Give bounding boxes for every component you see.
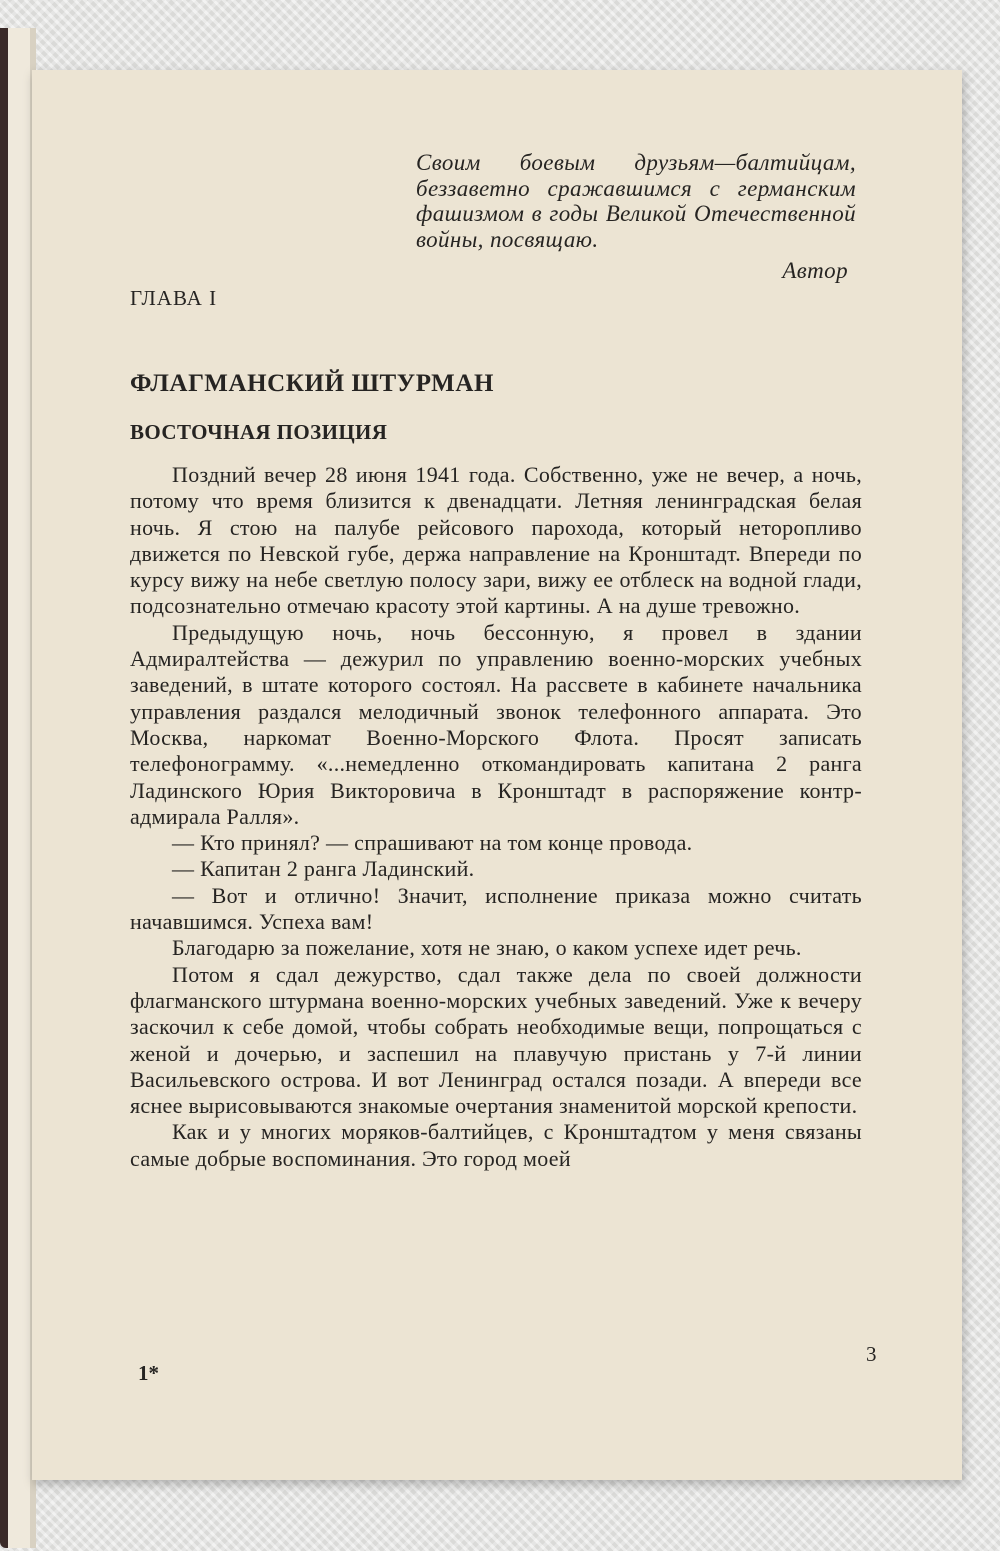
paragraph: Потом я сдал дежурство, сдал также дела по своей должности флагманского штурмана военно-морских учебных заведений. Уже к вечеру заскочил к себе домой, чтобы собрать необходимые вещи, попрощаться с женой и дочерью, и заспешил на плавучую пристань у 7-й линии Васильевского острова. И вот Ленинград остался позади. А впереди все яснее вырисовываются знакомые очертания знаменитой морской крепости. <box>130 961 862 1119</box>
paragraph: Предыдущую ночь, ночь бессонную, я провел в здании Адмиралтейства — дежурил по управлению военно-морских учебных заведений, в штате которого состоял. На рассвете в кабинете начальника управления раздался мелодичный звонок телефонного аппарата. Это Москва, наркомат Военно-Морского Флота. Просят записать телефонограмму. «...немедленно откомандировать капитана 2 ранга Ладинского Юрия Викторовича в Кронштадт в распоряжение контр-адмирала Ралля». <box>130 619 862 829</box>
dialogue-line: — Кто принял? — спрашивают на том конце провода. <box>172 830 693 856</box>
dialogue-line: — Капитан 2 ранга Ладинский. <box>172 856 475 882</box>
paragraph: Благодарю за пожелание, хотя не знаю, о каком успехе идет речь. <box>172 935 802 961</box>
dialogue-line: — Вот и отлично! Значит, исполнение приказа можно считать начавшимся. Успеха вам! <box>130 882 862 935</box>
chapter-title: ФЛАГМАНСКИЙ ШТУРМАН <box>130 370 495 397</box>
epigraph-author: Автор <box>782 258 848 283</box>
section-title: ВОСТОЧНАЯ ПОЗИЦИЯ <box>130 420 388 444</box>
book-page <box>32 70 962 1480</box>
signature-mark: 1* <box>138 1361 159 1385</box>
epigraph-text: Своим боевым друзьям—балтийцам, беззаветно сражавшимся с германским фашизмом в годы Великой Отечественной войны, посвящаю. <box>416 150 856 252</box>
epigraph <box>416 150 856 284</box>
body-text <box>130 462 862 1172</box>
page-number: 3 <box>866 1342 877 1366</box>
book-binding <box>0 28 36 1548</box>
chapter-label: ГЛАВА I <box>130 286 218 310</box>
paragraph: Поздний вечер 28 июня 1941 года. Собственно, уже не вечер, а ночь, потому что время близится к двенадцати. Летняя ленинградская белая ночь. Я стою на палубе рейсового парохода, который неторопливо движется по Невской губе, держа направление на Кронштадт. Впереди по курсу вижу на небе светлую полосу зари, вижу ее отблеск на водной глади, подсознательно отмечаю красоту этой картины. А на душе тревожно. <box>130 462 862 619</box>
paragraph: Как и у многих моряков-балтийцев, с Кронштадтом у меня связаны самые добрые воспоминания. Это город моей <box>130 1119 862 1171</box>
